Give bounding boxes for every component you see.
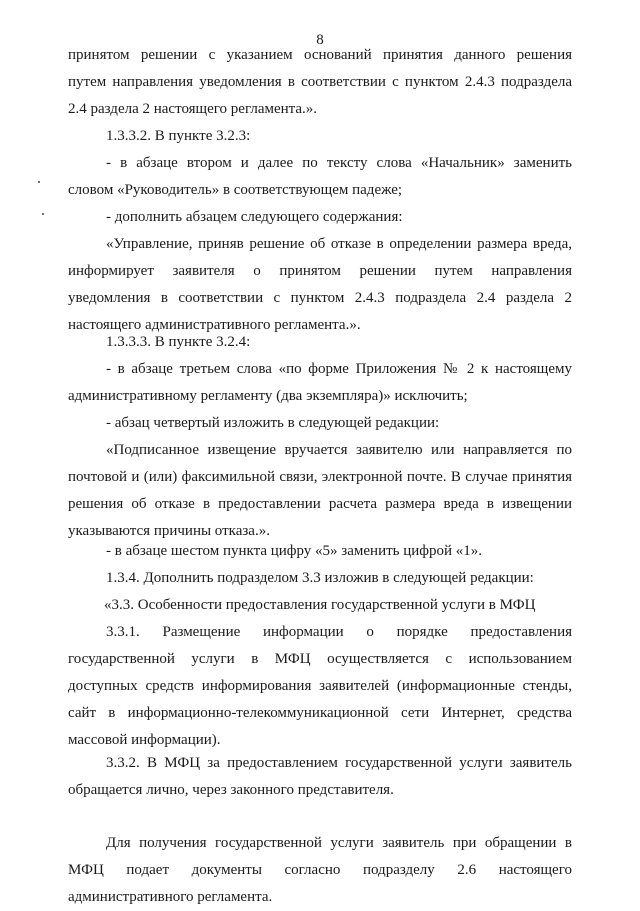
text-line: Для получения государственной услуги заявитель при обращении в (106, 835, 572, 851)
paragraph-exclude-words (68, 356, 572, 410)
text-line: - в абзаце шестом пункта цифру «5» заменить цифрой «1». (106, 543, 483, 559)
paragraph-replace-nachalnik (68, 150, 572, 204)
text-line: 3.3.1. Размещение информации о порядке предоставления (106, 624, 572, 640)
scan-speck (42, 213, 44, 215)
text-line: массовой информации). (68, 732, 221, 748)
scan-speck (38, 181, 40, 183)
paragraph-quote-upravlenie (68, 231, 572, 339)
paragraph-add-abzac (106, 204, 572, 231)
section-heading-1-3-3-2 (106, 123, 572, 150)
text-line: информирует заявителя о принятом решении путем направления (68, 263, 572, 279)
text-line: решения об отказе в предоставлении расчета размера вреда в извещении (68, 496, 572, 512)
paragraph-3-3-2 (68, 750, 572, 804)
text-line: доступных средств информирования заявителей (информационные стенды, (68, 678, 572, 694)
paragraph-continuation (68, 42, 572, 123)
text-line: 1.3.4. Дополнить подразделом 3.3 изложив в следующей редакции: (106, 570, 534, 586)
text-line: принятом решении с указанием оснований принятия данного решения (68, 47, 572, 63)
paragraph-quote-izveshchenie (68, 437, 572, 545)
text-line: путем направления уведомления в соответствии с пунктом 2.4.3 подраздела (68, 74, 572, 90)
paragraph-replace-digit (106, 538, 572, 565)
paragraph-documents (68, 830, 572, 911)
text-line: государственной услуги в МФЦ осуществляется с использованием (68, 651, 572, 667)
text-line: настоящего административного регламента.». (68, 317, 361, 333)
text-line: административному регламенту (два экземпляра)» исключить; (68, 388, 468, 404)
paragraph-3-3-1 (68, 619, 572, 754)
text-line: «Управление, приняв решение об отказе в определении размера вреда, (106, 236, 572, 252)
text-line: «Подписанное извещение вручается заявителю или направляется по (106, 442, 572, 458)
text-line: «3.3. Особенности предоставления государственной услуги в МФЦ (104, 597, 536, 613)
section-heading-1-3-3-3 (106, 329, 572, 356)
page-number: 8 (316, 32, 324, 48)
text-line: МФЦ подает документы согласно подразделу 2.6 настоящего (68, 862, 572, 878)
text-line: 1.3.3.2. В пункте 3.2.3: (106, 128, 251, 144)
section-heading-1-3-4 (106, 565, 576, 592)
text-line: почтовой и (или) факсимильной связи, электронной почте. В случае принятия (68, 469, 572, 485)
text-line: обращается лично, через законного представителя. (68, 782, 394, 798)
text-line: указываются причины отказа.». (68, 523, 270, 539)
text-line: словом «Руководитель» в соответствующем падеже; (68, 182, 403, 198)
text-line: - абзац четвертый изложить в следующей редакции: (106, 415, 440, 431)
text-line: административного регламента. (68, 889, 273, 905)
paragraph-abzac-fourth (106, 410, 572, 437)
text-line: - в абзаце третьем слова «по форме Приложения № 2 к настоящему (106, 361, 572, 377)
text-line: 3.3.2. В МФЦ за предоставлением государственной услуги заявитель (106, 755, 572, 771)
text-line: сайт в информационно-телекоммуникационной сети Интернет, средства (68, 705, 572, 721)
text-line: 2.4 раздела 2 настоящего регламента.». (68, 101, 318, 117)
text-line: - дополнить абзацем следующего содержания: (106, 209, 403, 225)
text-line: 1.3.3.3. В пункте 3.2.4: (106, 334, 251, 350)
text-line: - в абзаце втором и далее по тексту слова «Начальник» заменить (106, 155, 572, 171)
subsection-title-3-3 (104, 592, 574, 619)
text-line: уведомления в соответствии с пунктом 2.4.3 подраздела 2.4 раздела 2 (68, 290, 572, 306)
